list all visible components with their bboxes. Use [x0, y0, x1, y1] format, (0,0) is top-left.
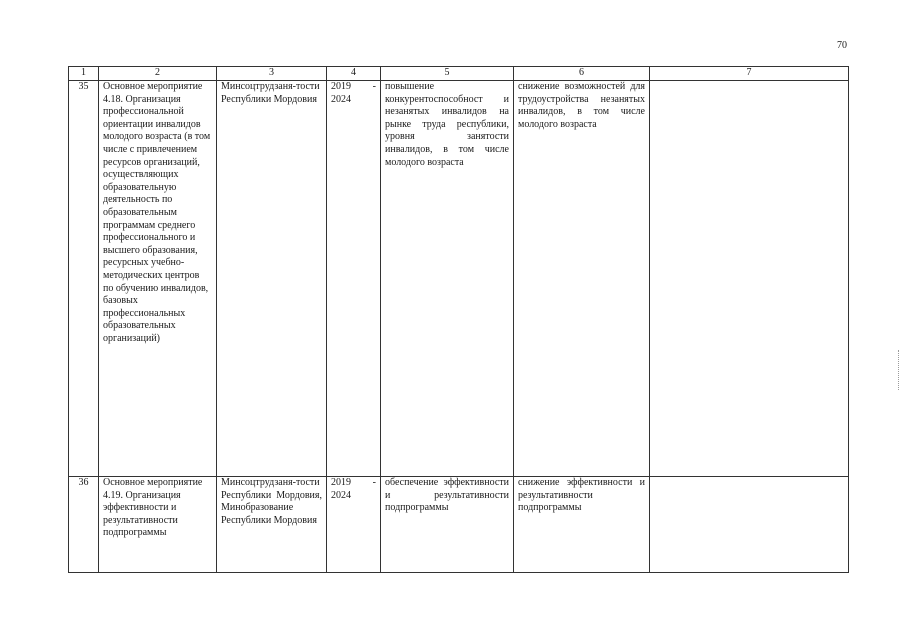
period-start: 2019 [331, 477, 351, 488]
table-row [69, 81, 849, 477]
column-header: 7 [650, 67, 849, 81]
table-row [69, 477, 849, 573]
executor-cell: Минсоцтрудзаня-тости Республики Мордовия, Минобразование Республики Мордовия [217, 477, 327, 573]
period-end: 2024 [331, 93, 351, 105]
result-cell: обеспечение эффективности и результативности подпрограммы [381, 477, 514, 573]
period-end: 2024 [331, 489, 351, 501]
period-cell [327, 81, 381, 477]
row-number: 36 [69, 477, 99, 573]
measures-table [68, 66, 849, 573]
consequences-cell: снижение возможностей для трудоустройства незанятых инвалидов, в том числе молодого возраста [514, 81, 650, 477]
period-dash: - [372, 81, 376, 92]
period-start: 2019 [331, 81, 351, 92]
page-number: 70 [837, 40, 847, 51]
consequences-cell: снижение эффективности и результативности подпрограммы [514, 477, 650, 573]
period-dash: - [372, 477, 376, 488]
column-header: 3 [217, 67, 327, 81]
column-header: 2 [99, 67, 217, 81]
executor-cell: Минсоцтрудзаня-тости Республики Мордовия [217, 81, 327, 477]
event-cell: Основное мероприятие 4.19. Организация эффективности и результативности подпрограммы [99, 477, 217, 573]
column-header: 5 [381, 67, 514, 81]
row-number: 35 [69, 81, 99, 477]
column-7-cell [650, 477, 849, 573]
column-header: 6 [514, 67, 650, 81]
period-cell [327, 477, 381, 573]
scan-artifact [898, 350, 901, 390]
column-number-row [69, 67, 849, 81]
event-cell: Основное мероприятие 4.18. Организация профессиональной ориентации инвалидов молодого возраста (в том числе с привлечением ресурсов организаций, осуществляющих образовательную деятельность по образовательным программам среднего профессионального и высшего образования, ресурсных учебно-методических центров по обучению инвалидов, базовых профессиональных образовательных организаций) [99, 81, 217, 477]
column-7-cell [650, 81, 849, 477]
column-header: 1 [69, 67, 99, 81]
column-header: 4 [327, 67, 381, 81]
result-cell: повышение конкурентоспособност и незанятых инвалидов на рынке труда республики, уровня занятости инвалидов, в том числе молодого возраста [381, 81, 514, 477]
